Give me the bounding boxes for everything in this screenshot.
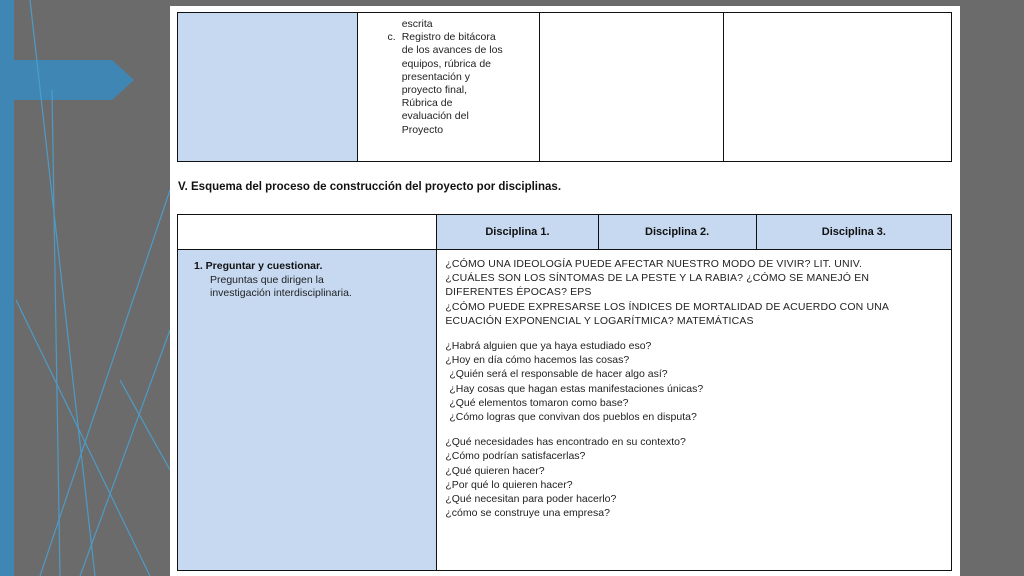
question-line: ¿Qué elementos tomaron como base? [449, 396, 629, 409]
section-heading: V. Esquema del proceso de construcción del proyecto por disciplinas. [178, 181, 562, 193]
list-item-text [402, 31, 532, 137]
question-line: ¿Habrá alguien que ya haya estudiado eso? [445, 340, 652, 353]
list-line: de los avances de los [401, 44, 503, 57]
header-cell-discipline-3: Disciplina 3. [756, 215, 951, 250]
spacer [445, 424, 951, 435]
question-line: ¿Quién será el responsable de hacer algo así? [449, 368, 668, 381]
question-line: ¿Hay cosas que hagan estas manifestaciones únicas? [449, 382, 704, 395]
list-line: Registro de bitácora [401, 31, 496, 44]
table-cell [178, 13, 358, 162]
list-line: equipos, rúbrica de [401, 57, 491, 70]
list-line: evaluación del [401, 110, 469, 123]
question-line: ¿CUÁLES SON LOS SÍNTOMAS DE LA PESTE Y LA RABIA? ¿CÓMO SE MANEJÓ EN [445, 272, 870, 285]
header-cell-discipline-1: Disciplina 1. [437, 215, 598, 250]
evaluation-list [358, 18, 540, 137]
table-cell [724, 13, 952, 162]
question-line: ECUACIÓN EXPONENCIAL Y LOGARÍTMICA? MATEMÁTICAS [445, 314, 754, 327]
question-line: ¿Cómo podrían satisfacerlas? [445, 450, 586, 463]
question-line: DIFERENTES ÉPOCAS? EPS [445, 286, 592, 299]
table-cell [357, 13, 540, 162]
list-line: presentación y [401, 70, 470, 83]
list-line: proyecto final, [401, 84, 468, 97]
evaluation-table [177, 12, 952, 162]
question-line: ¿Hoy en día cómo hacemos las cosas? [445, 354, 630, 367]
question-line: ¿Qué necesidades has encontrado en su contexto? [445, 436, 686, 449]
document-page [170, 6, 960, 576]
disciplines-table [177, 214, 952, 571]
question-line: ¿cómo se construye una empresa? [445, 507, 610, 520]
question-line: ¿CÓMO UNA IDEOLOGÍA PUEDE AFECTAR NUESTRO MODO DE VIVIR? LIT. UNIV. [445, 258, 863, 270]
header-cell-empty [178, 215, 437, 250]
slide-decoration [0, 0, 170, 576]
row-title: 1. Preguntar y cuestionar. [194, 260, 323, 272]
list-continuation: escrita [401, 18, 433, 30]
question-line: ¿Cómo logras que convivan dos pueblos en disputa? [449, 411, 697, 424]
header-cell-discipline-2: Disciplina 2. [598, 215, 756, 250]
list-marker: c. [387, 31, 396, 44]
question-line: ¿CÓMO PUEDE EXPRESARSE LOS ÍNDICES DE MORTALIDAD DE ACUERDO CON UNA [445, 300, 890, 313]
list-line: Proyecto [401, 123, 444, 136]
list-line: Rúbrica de [401, 97, 453, 110]
question-line: ¿Qué necesitan para poder hacerlo? [445, 493, 617, 506]
question-line: ¿Qué quieren hacer? [445, 464, 545, 477]
table-cell [540, 13, 724, 162]
row-desc-line: Preguntas que dirigen la [210, 273, 324, 286]
questions-cell [437, 250, 952, 571]
list-item [358, 31, 540, 137]
spacer [445, 328, 951, 339]
row-desc-line: investigación interdisciplinaria. [210, 287, 352, 299]
question-line: ¿Por qué lo quieren hacer? [445, 478, 573, 491]
row-label-cell [178, 250, 437, 571]
